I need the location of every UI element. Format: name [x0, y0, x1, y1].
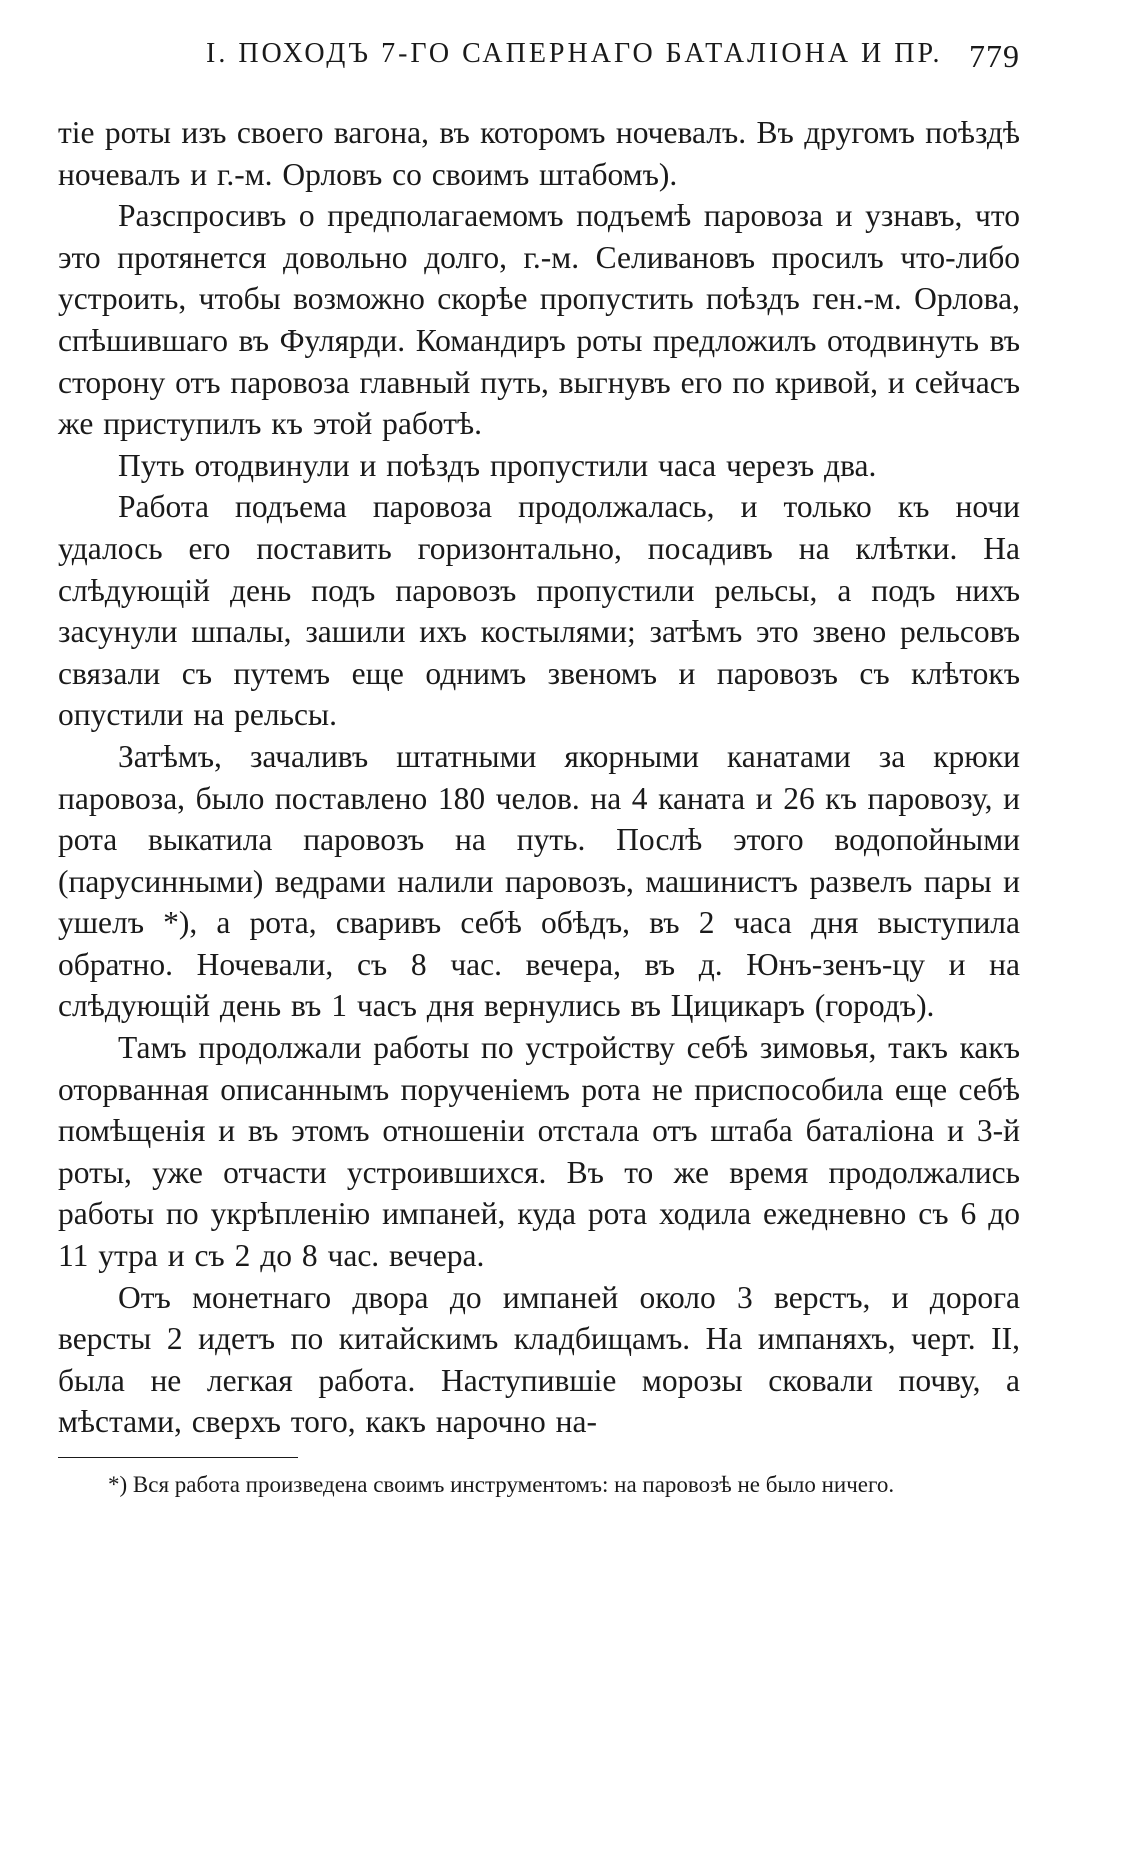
paragraph: Затѣмъ, зачаливъ штатными якорными канатами за крюки паровоза, было поставлено 180 челов. на 4 каната и 26 къ паровозу, и рота выкатила паровозъ на путь. Послѣ этого водопойными (парусинными) ведрами налили паровозъ, машинистъ развелъ пары и ушелъ *), а рота, сваривъ себѣ обѣдъ, въ 2 часа дня выступила обратно. Ночевали, съ 8 час. вечера, въ д. Юнъ-зенъ-цу и на слѣдующій день въ 1 часъ дня вернулись въ Цицикаръ (городъ). [58, 738, 1020, 1024]
paragraph: Отъ монетнаго двора до импаней около 3 верстъ, и дорога версты 2 идетъ по китайскимъ кладбищамъ. На импаняхъ, черт. II, была не легкая работа. Наступившіе морозы сковали почву, а мѣстами, сверхъ того, какъ нарочно на- [58, 1279, 1020, 1440]
document-page [58, 38, 1020, 1501]
paragraph: Разспросивъ о предполагаемомъ подъемѣ паровоза и узнавъ, что это протянется довольно долго, г.-м. Селивановъ просилъ что-либо устроить, чтобы возможно скорѣе пропустить поѣздъ ген.-м. Орлова, спѣшившаго въ Фулярди. Командиръ роты предложилъ отодвинуть въ сторону отъ паровоза главный путь, выгнувъ его по кривой, и сейчасъ же приступилъ къ этой работѣ. [58, 198, 1020, 442]
paragraph: Путь отодвинули и поѣздъ пропустили часа черезъ два. [118, 447, 877, 483]
paragraph: Тамъ продолжали работы по устройству себѣ зимовья, такъ какъ оторванная описаннымъ порученіемъ рота не приспособила еще себѣ помѣщенія и въ этомъ отношеніи отстала отъ штаба баталіона и 3-й роты, уже отчасти устроившихся. Въ то же время продолжались работы по укрѣпленію импаней, куда рота ходила ежедневно съ 6 до 11 утра и съ 2 до 8 час. вечера. [58, 1030, 1020, 1274]
running-header [58, 38, 1020, 88]
header-title: I. ПОХОДЪ 7-ГО САПЕРНАГО БАТАЛІОНА И ПР. [206, 38, 943, 69]
paragraph: Работа подъема паровоза продолжалась, и только къ ночи удалось его поставить горизонтально, посадивъ на клѣтки. На слѣдующій день подъ паровозъ пропустили рельсы, а подъ нихъ засунули шпалы, зашили ихъ костылями; затѣмъ это звено рельсовъ связали съ путемъ еще однимъ звеномъ и паровозъ съ клѣтокъ опустили на рельсы. [58, 489, 1020, 733]
footnote: *) Вся работа произведена своимъ инструментомъ: на паровозѣ не было ничего. [108, 1472, 895, 1497]
paragraph: тіе роты изъ своего вагона, въ которомъ ночевалъ. Въ другомъ поѣздѣ ночевалъ и г.-м. Орловъ со своимъ штабомъ). [58, 115, 1020, 192]
page-number: 779 [969, 38, 1020, 74]
footnote-divider [58, 1457, 298, 1458]
body-text [58, 112, 1020, 1443]
